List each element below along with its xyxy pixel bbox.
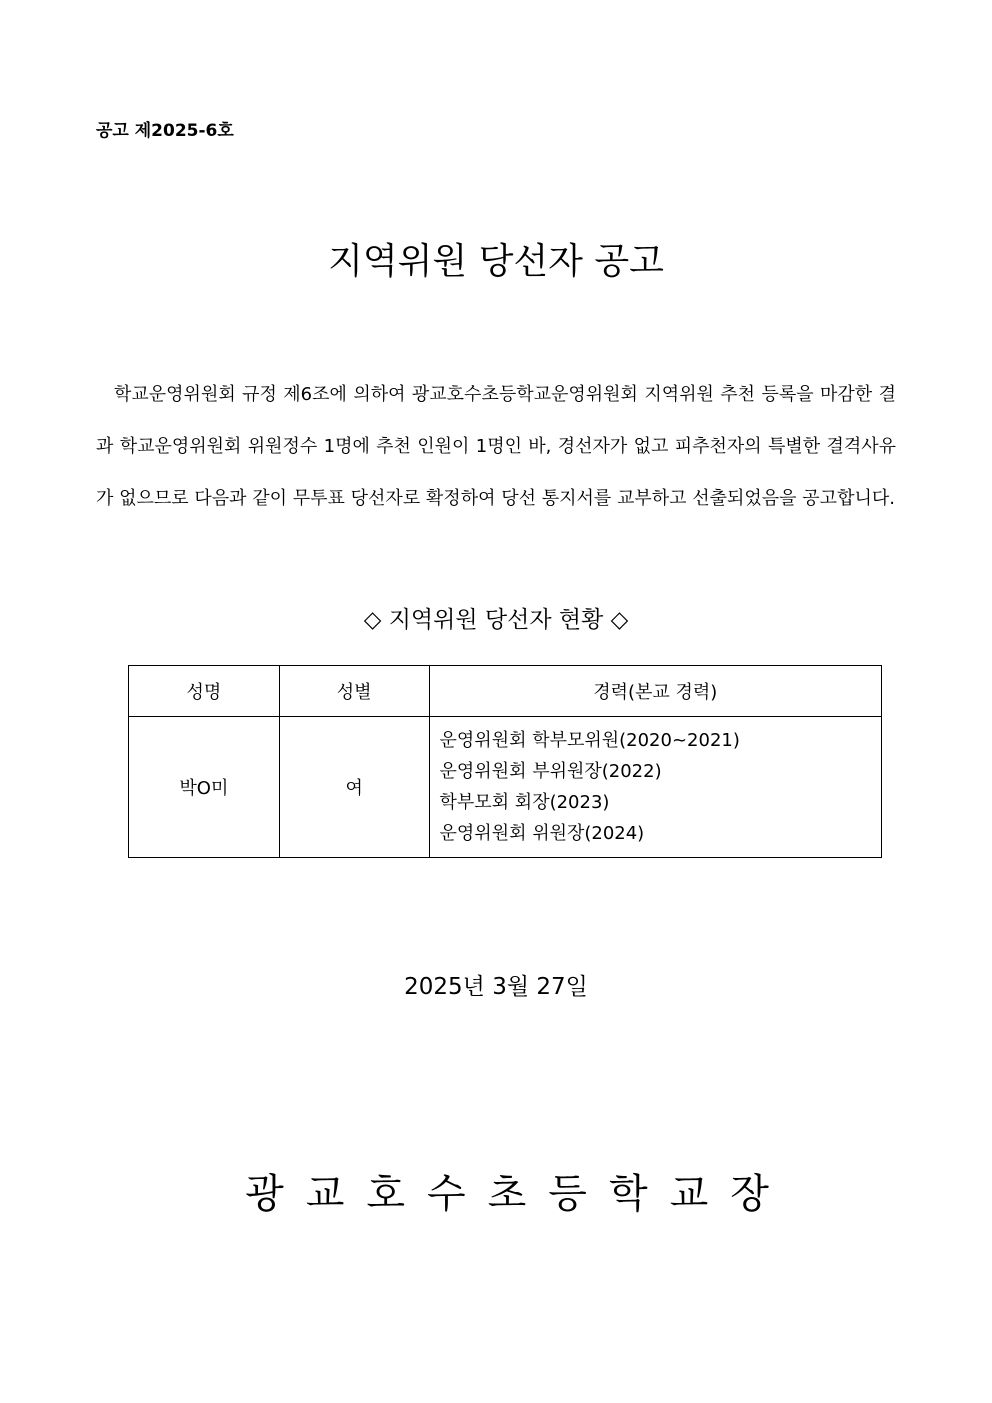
- body-paragraph: 학교운영위원회 규정 제6조에 의하여 광교호수초등학교운영위원회 지역위원 추천 등록을 마감한 결과 학교운영위원회 위원정수 1명에 추천 인원이 1명인 바, 경선자가 없고 피추천자의 특별한 결격사유가 없으므로 다음과 같이 무투표 당선자로 확정하여 당선 통지서를 교부하고 선출되었음을 공고합니다.: [96, 384, 896, 509]
- header-gender: 성별: [279, 666, 429, 717]
- cell-name: 박O미: [129, 717, 280, 858]
- notice-date: 2025년 3월 27일: [404, 974, 588, 1000]
- notice-number: 공고 제2025-6호: [96, 121, 234, 141]
- issuer-name: 광교호수초등학교장: [245, 1171, 791, 1217]
- winner-table: [128, 665, 882, 858]
- career-item: 운영위원회 위원장(2024): [439, 823, 645, 844]
- header-name: 성명: [129, 666, 280, 717]
- career-item: 운영위원회 학부모위원(2020~2021): [439, 730, 740, 751]
- header-career: 경력(본교 경력): [429, 666, 881, 717]
- table-header-row: [129, 666, 882, 717]
- table-row: [129, 717, 882, 858]
- career-item: 운영위원회 부위원장(2022): [439, 761, 662, 782]
- cell-gender: 여: [279, 717, 429, 858]
- document-title: 지역위원 당선자 공고: [328, 241, 664, 282]
- section-title: ◇ 지역위원 당선자 현황 ◇: [363, 607, 629, 633]
- career-item: 학부모회 회장(2023): [439, 792, 610, 813]
- cell-career: [429, 717, 881, 858]
